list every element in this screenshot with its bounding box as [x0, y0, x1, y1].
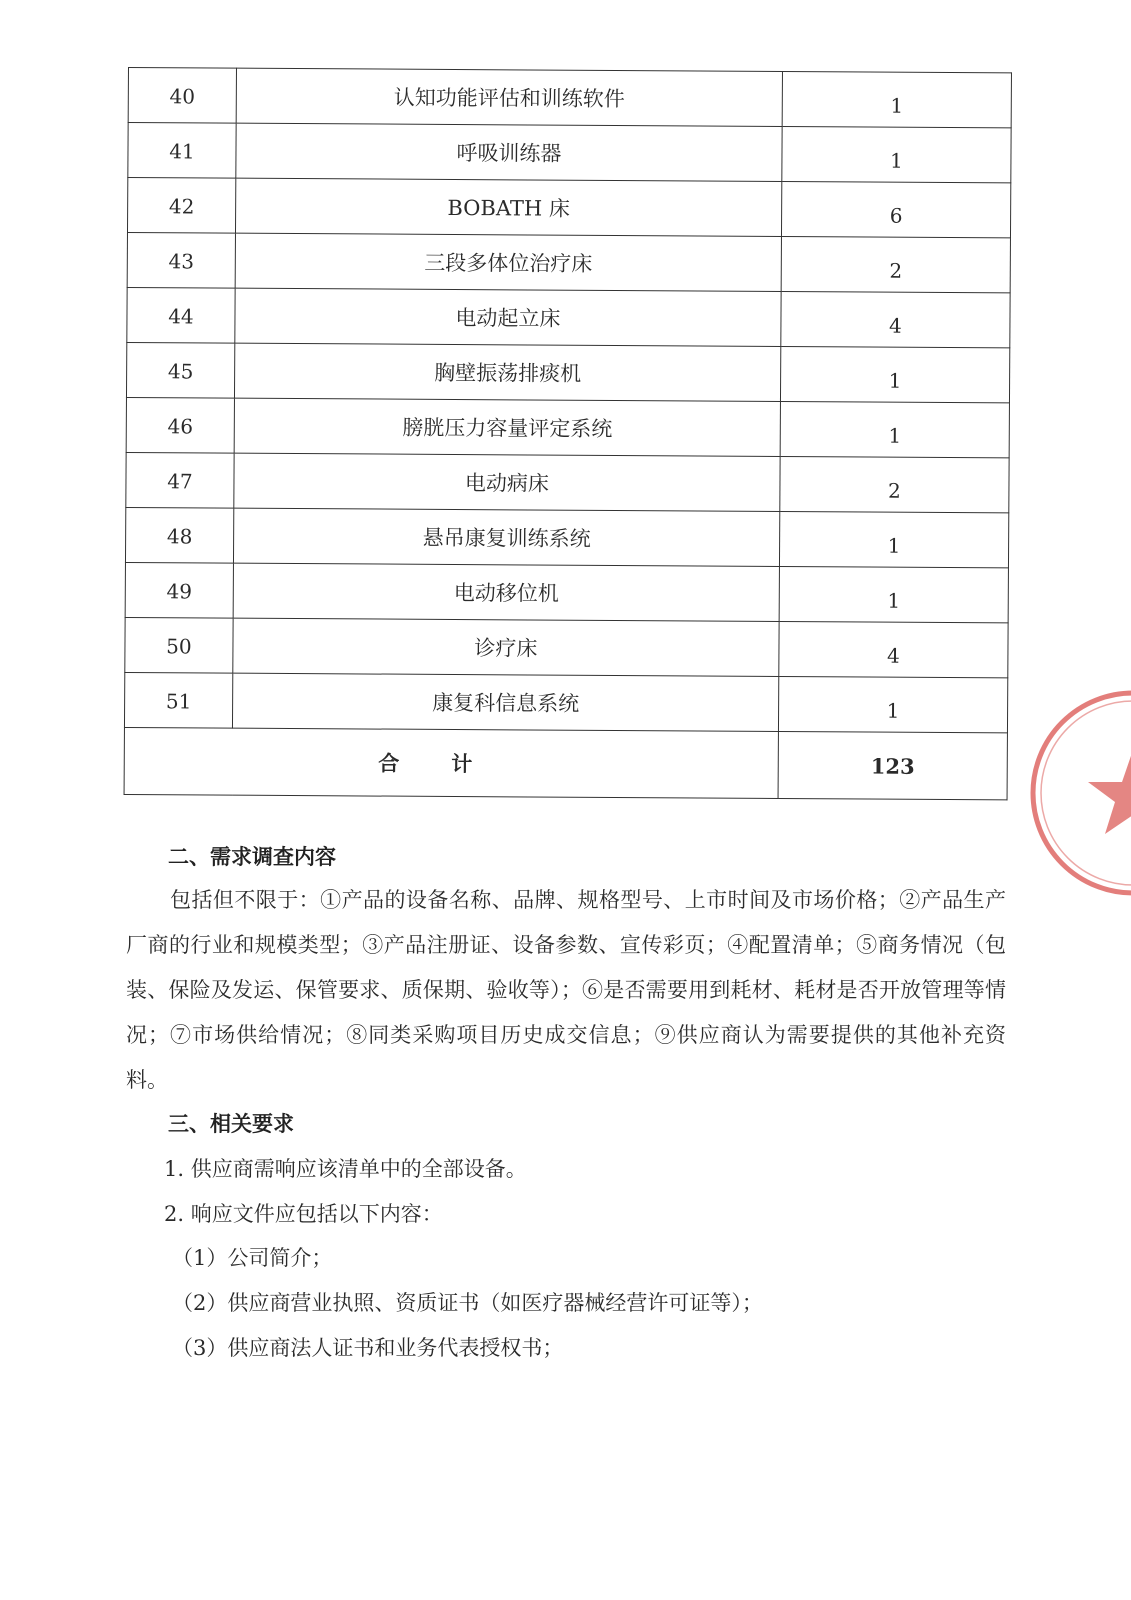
requirement-sub-2: （2）供应商营业执照、资质证书（如医疗器械经营许可证等）； — [172, 1291, 763, 1315]
official-seal-stamp — [1018, 678, 1131, 908]
item-name: 认知功能评估和训练软件 — [236, 68, 782, 126]
section-2-heading: 二、需求调查内容 — [168, 844, 336, 869]
item-name: 胸壁振荡排痰机 — [234, 343, 780, 401]
total-label — [124, 727, 778, 798]
item-quantity: 1 — [779, 511, 1008, 567]
table-row — [128, 68, 1011, 128]
item-name: 呼吸训练器 — [236, 123, 782, 181]
table-row — [127, 287, 1010, 347]
item-quantity: 1 — [780, 401, 1009, 457]
table-row — [126, 452, 1009, 512]
item-number: 44 — [127, 287, 235, 343]
item-quantity: 1 — [782, 71, 1011, 127]
item-quantity: 1 — [780, 346, 1009, 402]
table-row — [126, 397, 1009, 457]
item-number: 46 — [126, 397, 234, 453]
item-name: 膀胱压力容量评定系统 — [234, 398, 780, 456]
seal-star-icon — [1088, 750, 1131, 834]
item-name: 电动起立床 — [235, 288, 781, 346]
item-name: 电动病床 — [234, 453, 780, 511]
item-quantity: 1 — [782, 126, 1011, 182]
item-name: 康复科信息系统 — [232, 673, 778, 731]
table-row — [125, 617, 1008, 677]
requirement-item-2: 2. 响应文件应包括以下内容： — [164, 1202, 443, 1226]
total-row — [124, 727, 1007, 799]
item-quantity: 1 — [779, 566, 1008, 622]
item-quantity: 6 — [781, 181, 1010, 237]
table-row — [125, 507, 1008, 567]
item-name: 悬吊康复训练系统 — [233, 508, 779, 566]
table-row — [125, 562, 1008, 622]
item-number: 51 — [124, 672, 232, 728]
item-number: 48 — [125, 507, 233, 563]
item-name: 三段多体位治疗床 — [235, 233, 781, 291]
item-number: 45 — [126, 342, 234, 398]
item-number: 49 — [125, 562, 233, 618]
total-value: 123 — [778, 731, 1007, 799]
table-row — [126, 342, 1009, 402]
item-quantity: 2 — [781, 236, 1010, 292]
item-number: 50 — [125, 617, 233, 673]
item-quantity: 2 — [780, 456, 1009, 512]
equipment-table — [124, 67, 1012, 800]
item-quantity: 4 — [781, 291, 1010, 347]
item-name: BOBATH 床 — [235, 178, 781, 236]
total-label-text: 合计 — [378, 750, 525, 777]
section-3-heading: 三、相关要求 — [168, 1111, 294, 1136]
section-2-paragraph: 包括但不限于：①产品的设备名称、品牌、规格型号、上市时间及市场价格；②产品生产厂商的行业和规模类型；③产品注册证、设备参数、宣传彩页；④配置清单；⑤商务情况（包装、保险及发运、保管要求、质保期、验收等）；⑥是否需要用到耗材、耗材是否开放管理等情况；⑦市场供给情况；⑧同类采购项目历史成交信息；⑨供应商认为需要提供的其他补充资料。 — [126, 888, 1006, 1092]
table-row — [127, 178, 1010, 238]
requirement-sub-1: （1）公司简介； — [172, 1246, 333, 1270]
table-row — [127, 232, 1010, 292]
item-name: 电动移位机 — [233, 563, 779, 621]
item-quantity: 1 — [778, 676, 1007, 732]
requirement-item-1: 1. 供应商需响应该清单中的全部设备。 — [164, 1157, 527, 1181]
item-number: 47 — [126, 452, 234, 508]
item-number: 40 — [128, 68, 236, 124]
item-quantity: 4 — [779, 621, 1008, 677]
table-row — [124, 672, 1007, 732]
table-row — [128, 123, 1011, 183]
equipment-table-body — [124, 68, 1011, 800]
requirement-sub-3: （3）供应商法人证书和业务代表授权书； — [172, 1336, 564, 1360]
item-name: 诊疗床 — [233, 618, 779, 676]
item-number: 41 — [128, 123, 236, 179]
item-number: 43 — [127, 232, 235, 288]
item-number: 42 — [127, 178, 235, 234]
